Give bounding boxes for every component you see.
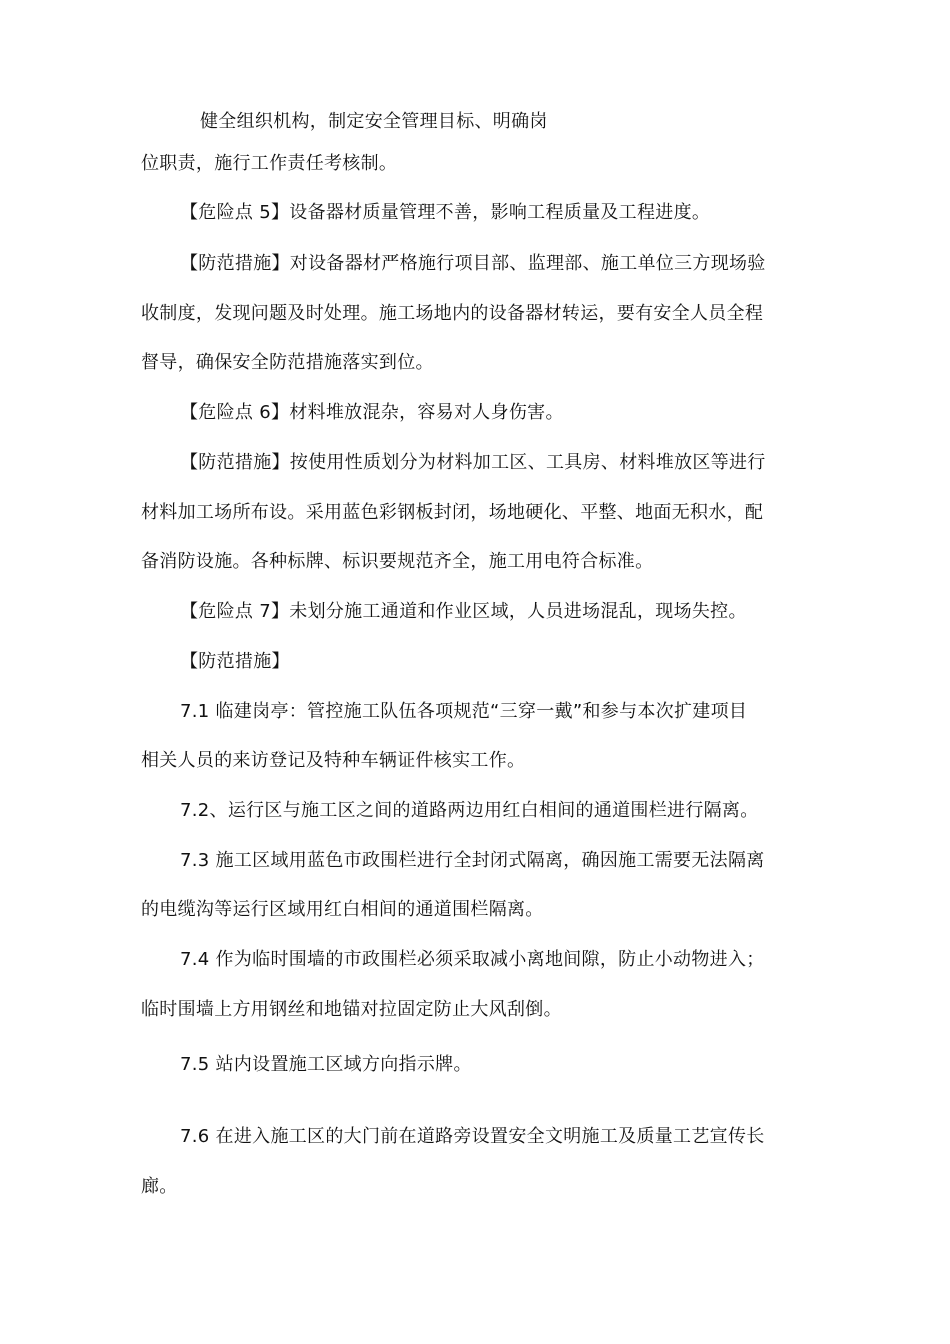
item-7-3-line-1: 7.3 施工区域用蓝色市政围栏进行全封闭式隔离，确因施工需要无法隔离: [180, 850, 765, 871]
hazard-point-7: 【危险点 7】未划分施工通道和作业区域，人员进场混乱，现场失控。: [180, 601, 747, 622]
measure-heading: 【防范措施】: [180, 651, 290, 672]
item-7-6-line-1: 7.6 在进入施工区的大门前在道路旁设置安全文明施工及质量工艺宣传长: [180, 1126, 765, 1147]
measure-line-2: 收制度，发现问题及时处理。施工场地内的设备器材转运，要有安全人员全程: [141, 303, 764, 324]
measure-line-1: 【防范措施】对设备器材严格施行项目部、监理部、施工单位三方现场验: [180, 253, 766, 274]
item-7-2: 7.2、运行区与施工区之间的道路两边用红白相间的通道围栏进行隔离。: [180, 800, 759, 821]
hazard-point-5: 【危险点 5】设备器材质量管理不善，影响工程质量及工程进度。: [180, 202, 711, 223]
item-7-5: 7.5 站内设置施工区域方向指示牌。: [180, 1054, 472, 1075]
text-line-1: 健全组织机构，制定安全管理目标、明确岗: [200, 111, 548, 132]
item-7-4-line-2: 临时围墙上方用钢丝和地锚对拉固定防止大风刮倒。: [141, 999, 562, 1020]
measure-line-3: 督导，确保安全防范措施落实到位。: [141, 352, 434, 373]
measure-line-6: 备消防设施。各种标牌、标识要规范齐全，施工用电符合标准。: [141, 551, 654, 572]
item-7-1-line-1: 7.1 临建岗亭：管控施工队伍各项规范“三穿一戴”和参与本次扩建项目: [180, 701, 748, 722]
item-7-4-line-1: 7.4 作为临时围墙的市政围栏必须采取减小离地间隙，防止小动物进入；: [180, 949, 765, 970]
item-7-1-line-2: 相关人员的来访登记及特种车辆证件核实工作。: [141, 750, 526, 771]
item-7-6-line-2: 廊。: [141, 1176, 178, 1197]
hazard-point-6: 【危险点 6】材料堆放混杂，容易对人身伤害。: [180, 402, 564, 423]
measure-line-4: 【防范措施】按使用性质划分为材料加工区、工具房、材料堆放区等进行: [180, 452, 766, 473]
item-7-3-line-2: 的电缆沟等运行区域用红白相间的通道围栏隔离。: [141, 899, 544, 920]
measure-line-5: 材料加工场所布设。采用蓝色彩钢板封闭，场地硬化、平整、地面无积水，配: [141, 502, 764, 523]
text-line-2: 位职责，施行工作责任考核制。: [141, 153, 398, 174]
